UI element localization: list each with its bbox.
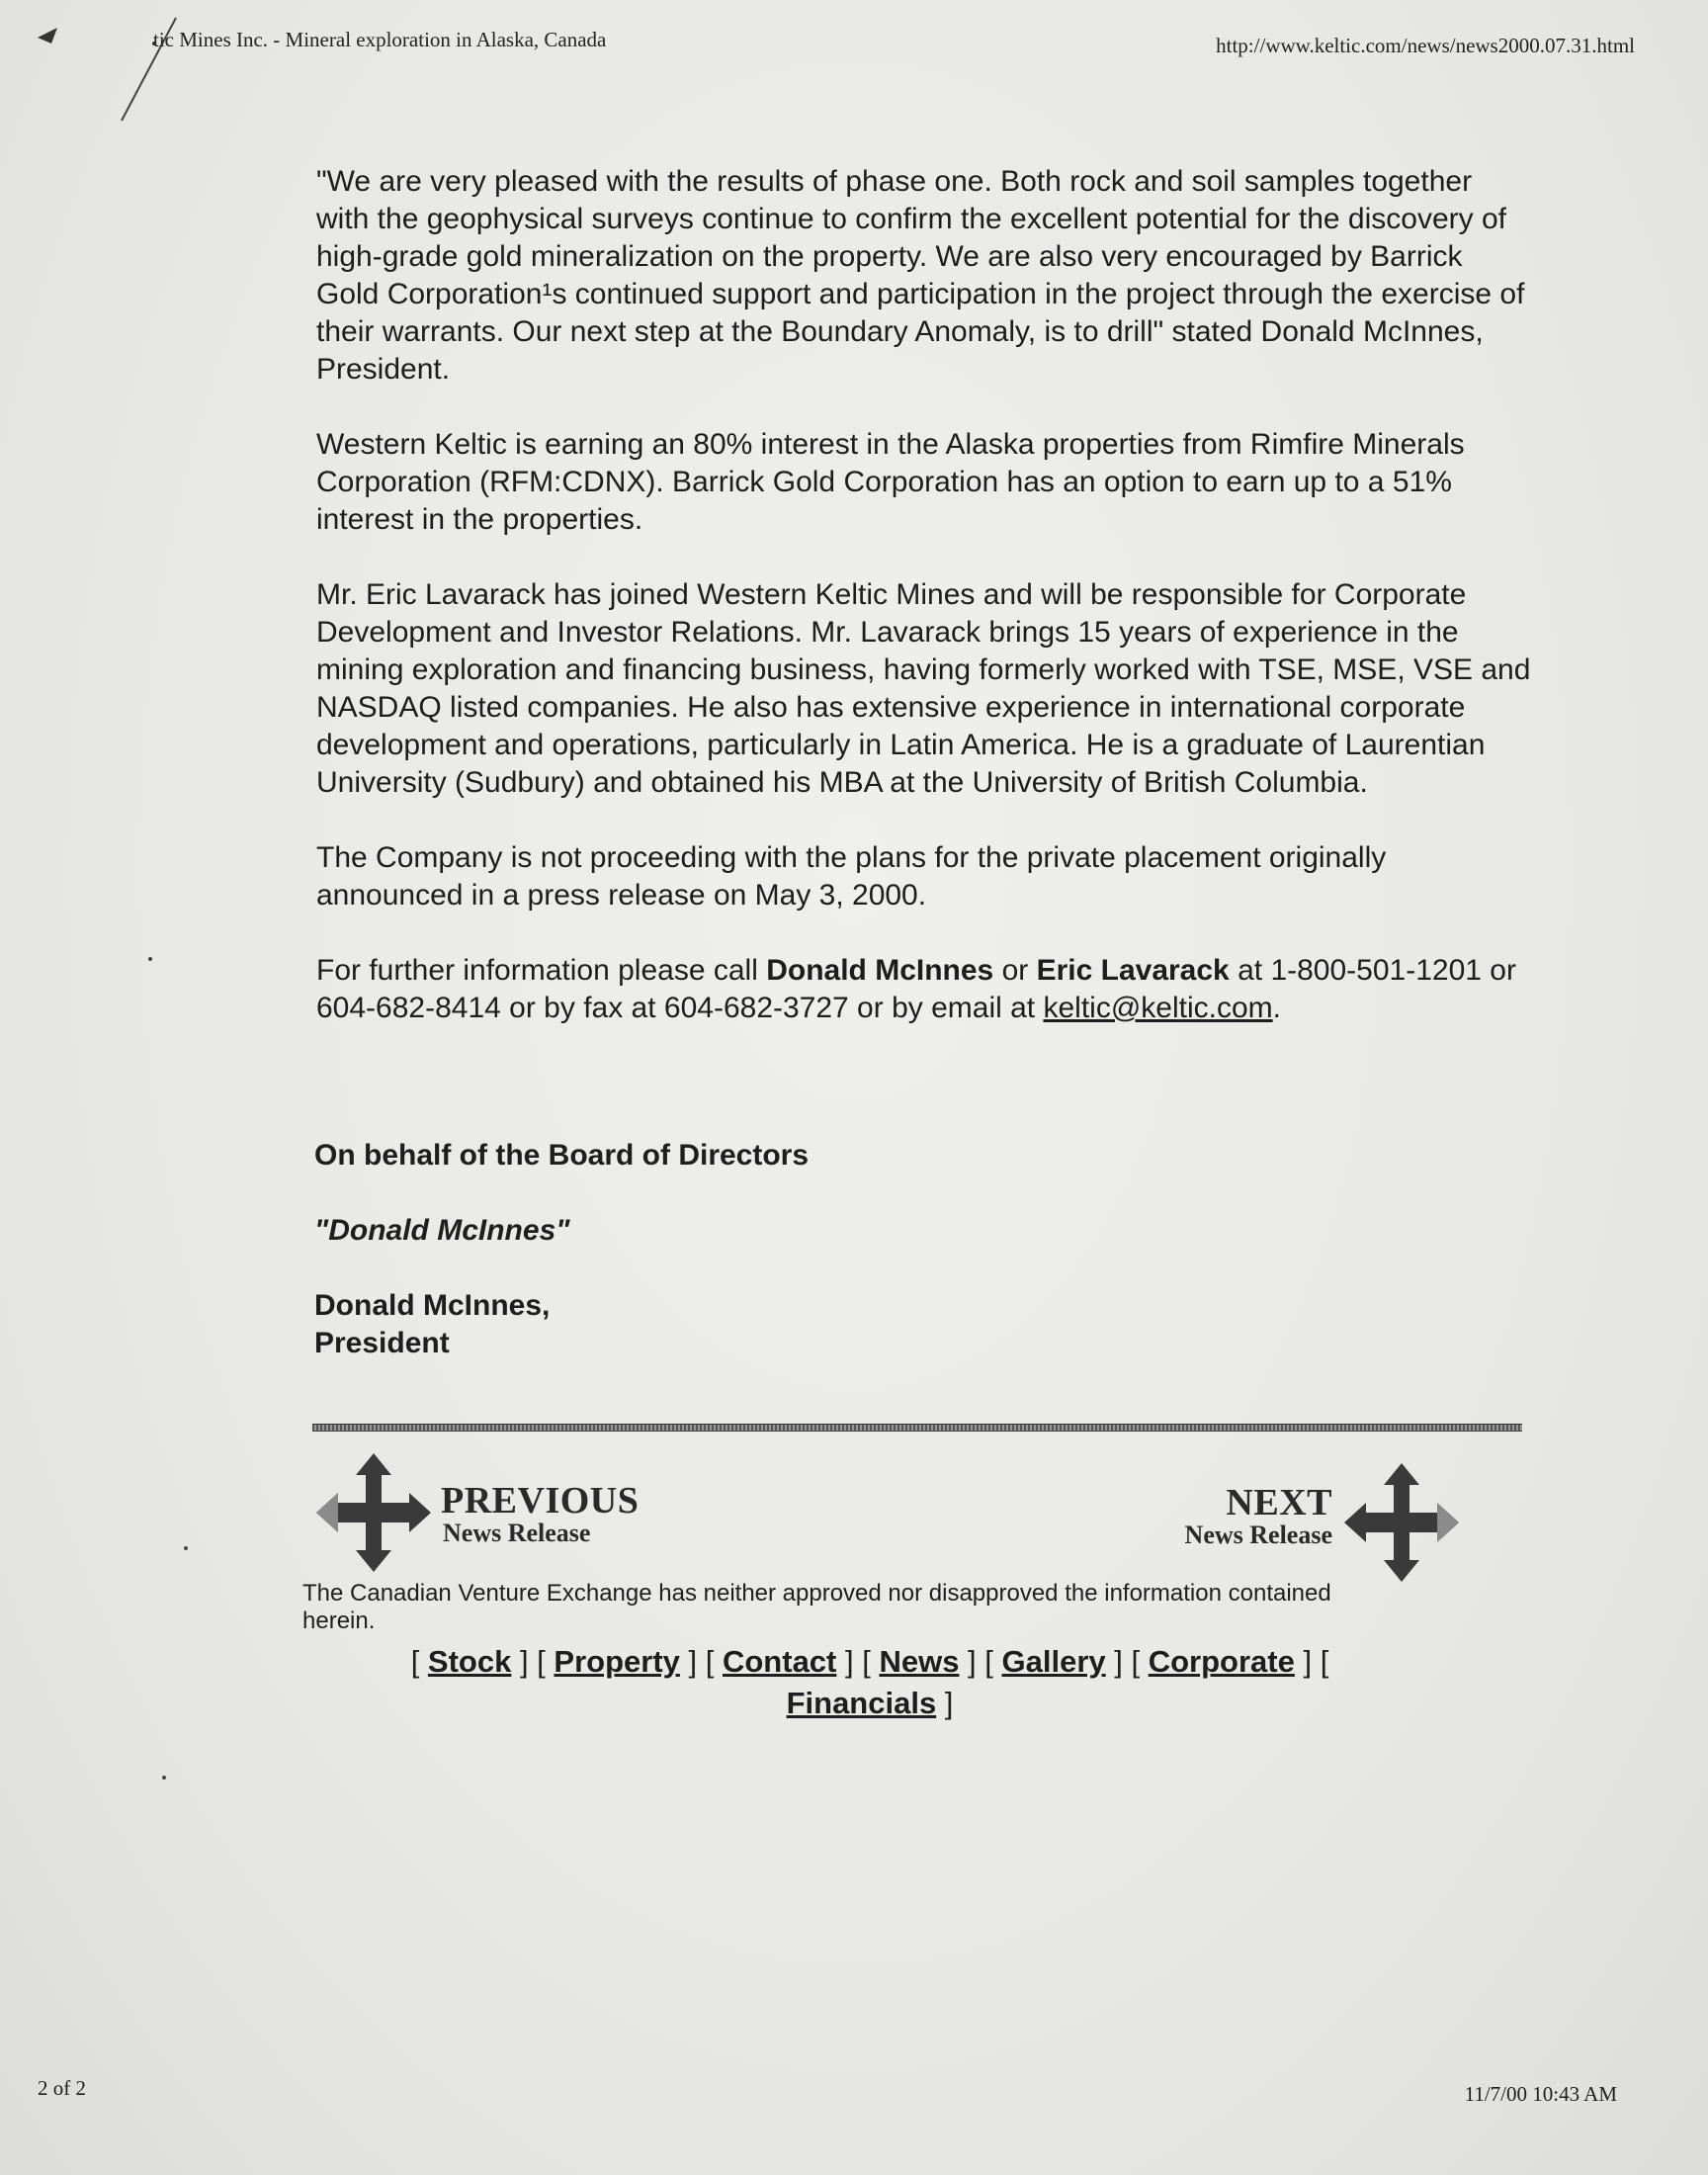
footer-link-news[interactable]: News (879, 1644, 960, 1679)
scan-speck (184, 1546, 188, 1550)
next-sublabel: News Release (1184, 1521, 1332, 1549)
paragraph-quote: "We are very pleased with the results of phase one. Both rock and soil samples together with the geophysical surveys continue to confirm the excellent potential for the discovery of high-grade gold mineralization on the property. We are also very encouraged by Barrick Gold Corporation¹s continued support and participation in the project through the exercise of their warrants. Our next step at the Boundary Anomaly, is to drill" stated Donald McInnes, President. (316, 165, 1525, 386)
exchange-disclaimer: The Canadian Venture Exchange has neither approved nor disapproved the information contained herein. (302, 1580, 1331, 1634)
footer-link-stock[interactable]: Stock (427, 1644, 512, 1679)
article-body (316, 163, 1532, 1065)
footer-navigation: [ Stock ] [ Property ] [ Contact ] [ News ] [ Gallery ] [ Corporate ] [ Financials ] (410, 1644, 1329, 1720)
footer-link-contact[interactable]: Contact (722, 1644, 837, 1679)
signatory-role: President (314, 1327, 450, 1359)
paragraph-lavarack: Mr. Eric Lavarack has joined Western Keltic Mines and will be responsible for Corporate Development and Investor Relations. Mr. Lavarack brings 15 years of experience in the mining exploration and financing business, having formerly worked with TSE, MSE, VSE and NASDAQ listed companies. He also has extensive experience in international corporate development and operations, particularly in Latin America. He is a graduate of Laurentian University (Sudbury) and obtained his MBA at the University of British Columbia. (316, 578, 1531, 799)
contact-phone-fax: at 1-800-501-1201 or 604-682-8414 or by fax at 604-682-3727 or by email at (316, 954, 1516, 1024)
four-way-arrow-icon (1342, 1461, 1461, 1584)
footer-link-gallery[interactable]: Gallery (1001, 1644, 1106, 1679)
footer-link-corporate[interactable]: Corporate (1148, 1644, 1295, 1679)
email-link[interactable]: keltic@keltic.com (1043, 992, 1273, 1024)
signatory-name: Donald McInnes, (314, 1289, 551, 1322)
footer-link-financials[interactable]: Financials (786, 1686, 937, 1720)
page-url: http://www.keltic.com/news/news2000.07.31.html (1216, 34, 1635, 57)
browser-page-title: tic Mines Inc. - Mineral exploration in Alaska, Canada (153, 28, 607, 51)
print-timestamp: 11/7/00 10:43 AM (1464, 2082, 1617, 2106)
signed-name: "Donald McInnes" (314, 1214, 570, 1247)
signature-block (314, 1137, 809, 1362)
on-behalf-line: On behalf of the Board of Directors (314, 1139, 810, 1172)
signatory (314, 1287, 809, 1362)
horizontal-divider (312, 1424, 1522, 1432)
next-news-release-button[interactable] (1135, 1461, 1461, 1590)
scan-speck (148, 957, 152, 961)
contact-end: . (1272, 992, 1281, 1024)
paragraph-interest: Western Keltic is earning an 80% interest in the Alaska properties from Rimfire Minerals Corporation (RFM:CDNX). Barrick Gold Corporation has an option to earn up to a 51% interest in the properties. (316, 428, 1465, 536)
footer-link-property[interactable]: Property (554, 1644, 680, 1679)
contact-or: or (993, 954, 1037, 987)
paragraph-contact (316, 952, 1532, 1027)
previous-label: PREVIOUS (441, 1480, 640, 1522)
scan-speck (162, 1776, 166, 1780)
previous-sublabel: News Release (443, 1519, 591, 1547)
four-way-arrow-icon (314, 1451, 433, 1574)
contact-name-mcinnes: Donald McInnes (766, 954, 994, 987)
contact-intro: For further information please call (316, 954, 767, 987)
page-number: 2 of 2 (38, 2076, 86, 2100)
previous-news-release-button[interactable] (314, 1451, 670, 1580)
paragraph-placement: The Company is not proceeding with the plans for the private placement originally announced in a press release on May 3, 2000. (316, 841, 1387, 912)
contact-name-lavarack: Eric Lavarack (1036, 954, 1230, 987)
next-label: NEXT (1226, 1482, 1332, 1523)
